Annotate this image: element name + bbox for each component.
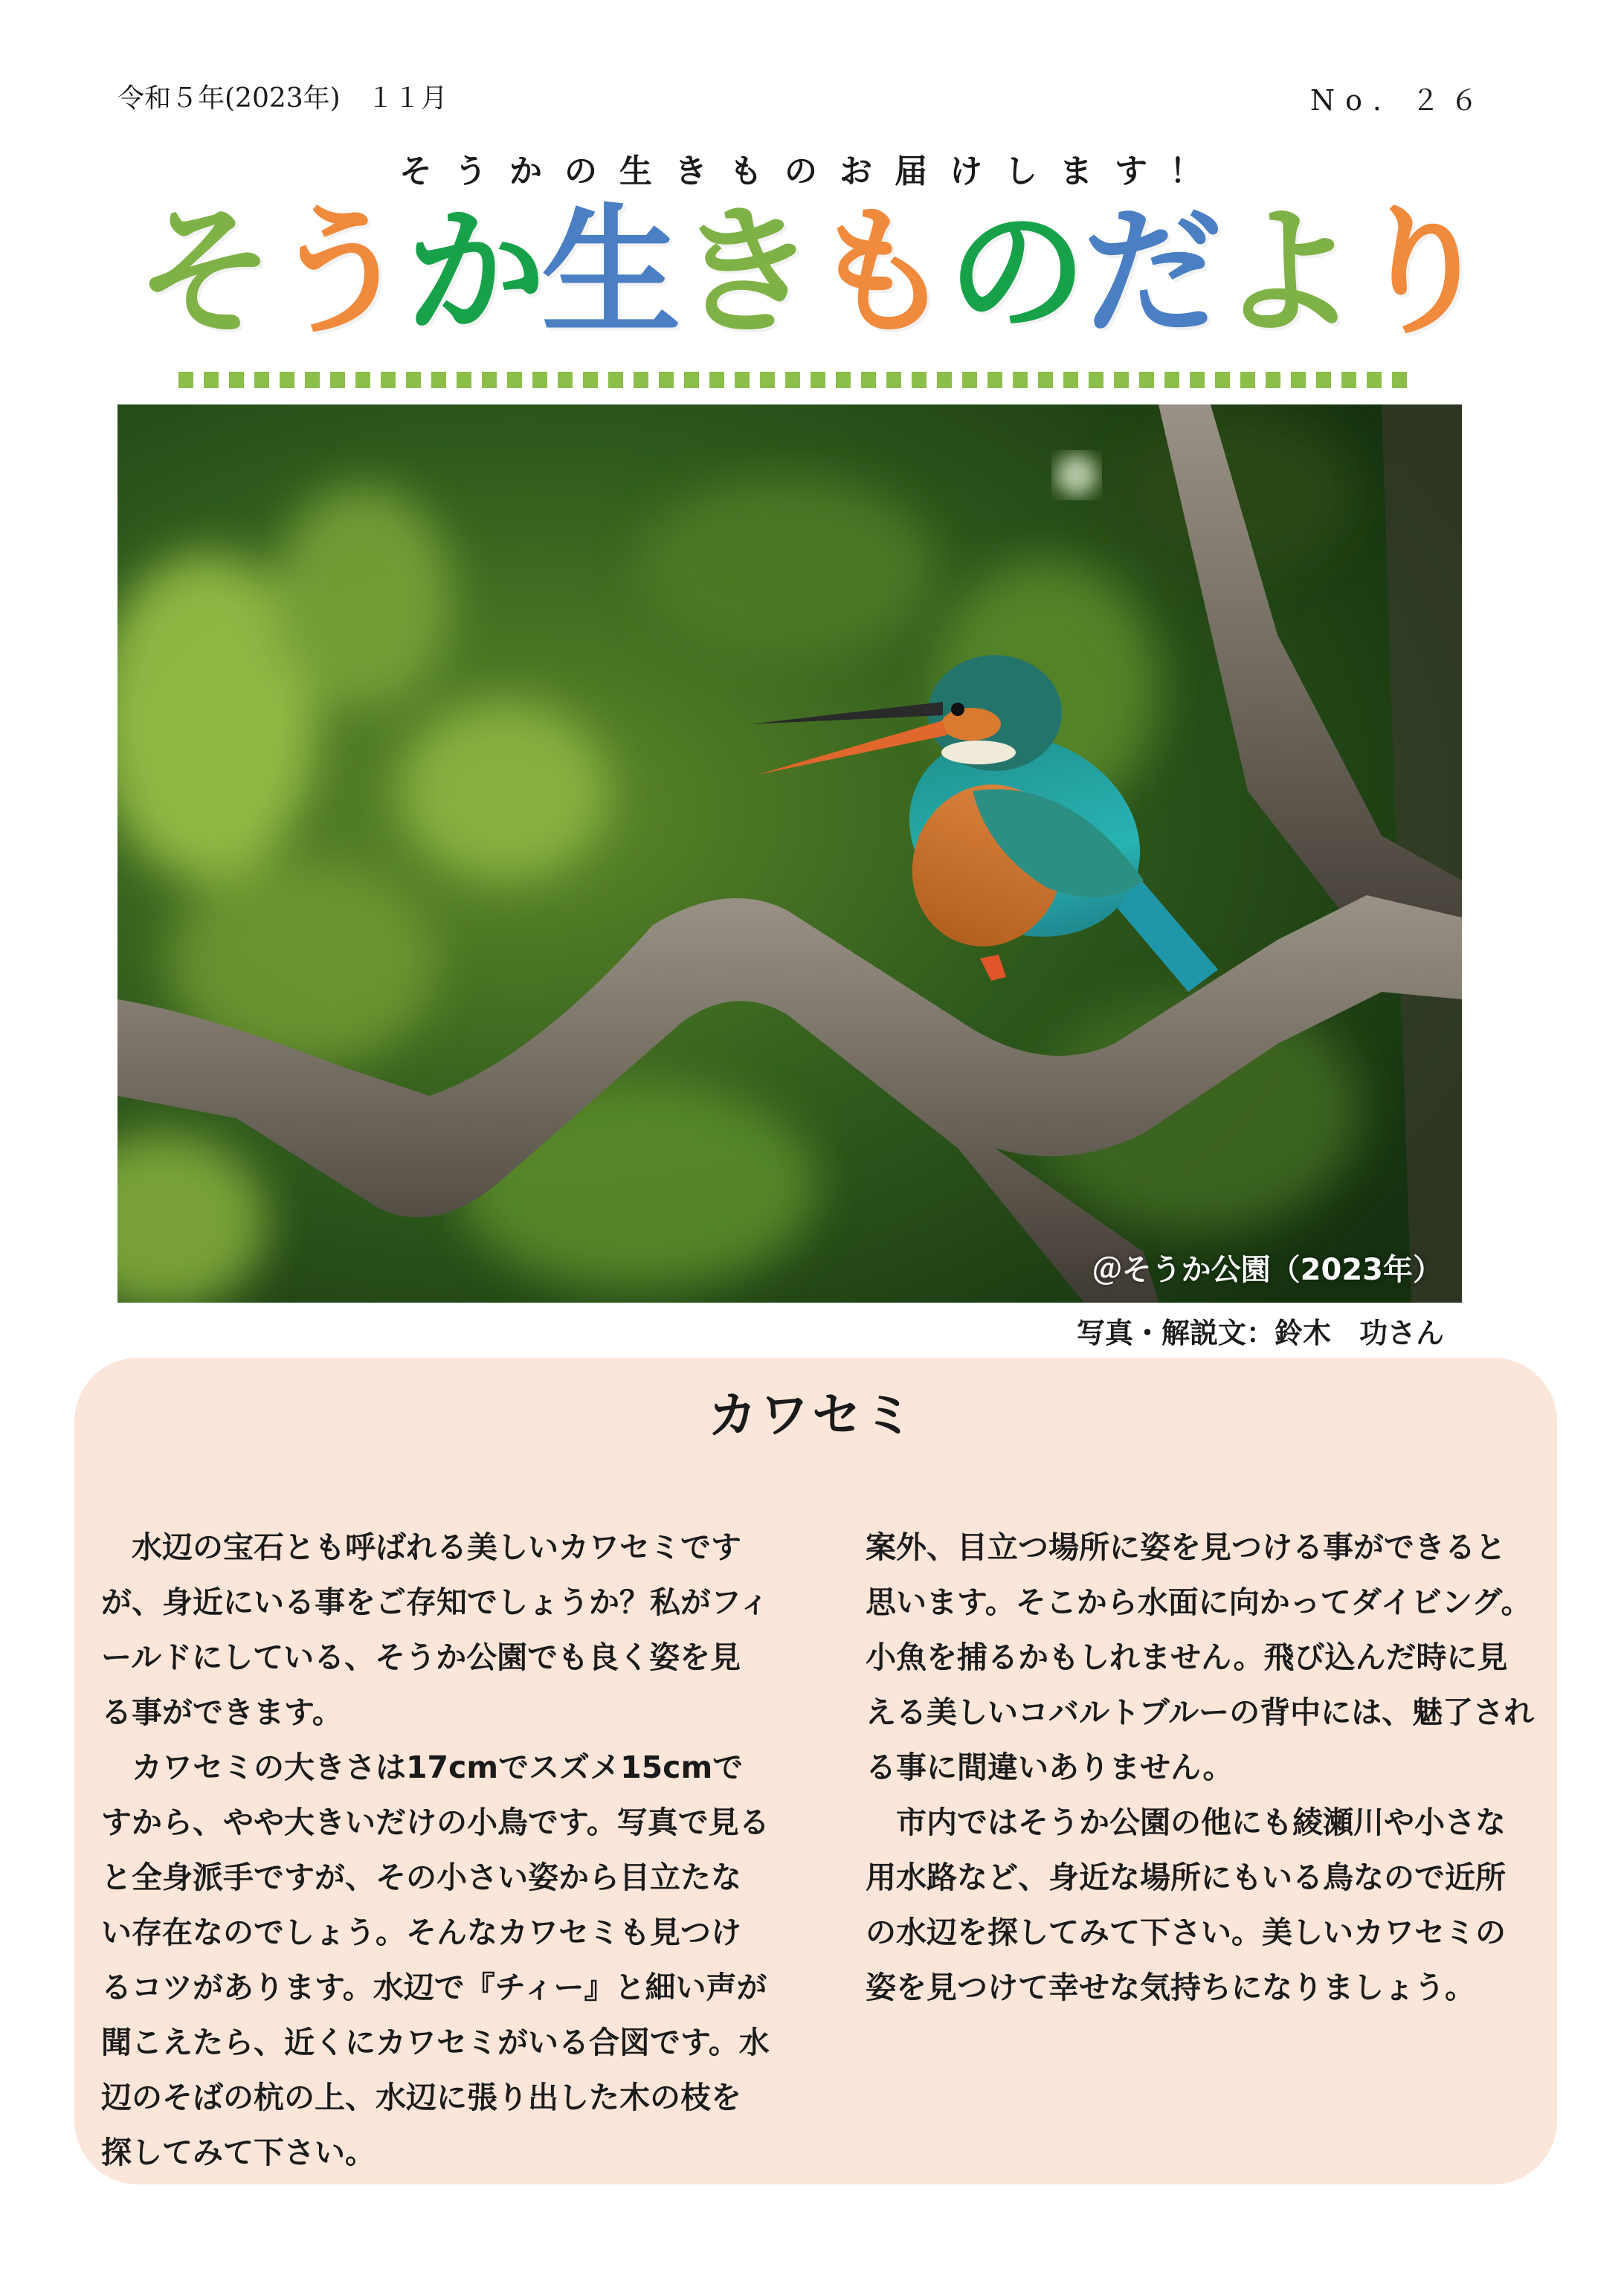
- article-paragraph: 案外、目立つ場所に姿を見つける事ができると思います。そこから水面に向かってダイビング。小魚を捕るかもしれません。飛び込んだ時に見える美しいコバルトブルーの背中には、魅了される事に間違いありません。: [866, 1529, 1535, 1785]
- title-char: き: [677, 191, 812, 354]
- article-paragraph: 市内ではそうか公園の他にも綾瀬川や小さな用水路など、身近な場所にもいる鳥なので近所の水辺を探してみて下さい。美しいカワセミの姿を見つけて幸せな気持ちになりましょう。: [866, 1805, 1506, 2005]
- title-char: り: [1353, 191, 1489, 354]
- newsletter-title: [0, 191, 1624, 354]
- article-heading: カワセミ: [708, 1387, 916, 1444]
- article-column-right: [866, 1520, 1535, 2015]
- title-char: 生: [541, 191, 677, 354]
- dotted-divider: [178, 372, 1413, 388]
- title-char: う: [271, 191, 406, 354]
- kingfisher-photo: [117, 404, 1462, 1303]
- title-char: の: [947, 191, 1083, 354]
- title-char: だ: [1083, 191, 1218, 354]
- article-paragraph: カワセミの大きさは17cmでスズメ15cmですから、やや大きいだけの小鳥です。写真で見ると全身派手ですが、その小さい姿から目立たない存在なのでしょう。そんなカワセミも見つけるコツがあります。水辺で『チィー』と細い声が聞こえたら、近くにカワセミがいる合図です。水辺のそばの杭の上、水辺に張り出した木の枝を探してみて下さい。: [101, 1750, 770, 2170]
- title-char: そ: [135, 191, 271, 354]
- article-column-left: [101, 1520, 770, 2180]
- issue-date: 令和５年(2023年) １１月: [117, 83, 448, 114]
- article-paragraph: 水辺の宝石とも呼ばれる美しいカワセミですが、身近にいる事をご存知でしょうか？私がフィールドにしている、そうか公園でも良く姿を見る事ができます。: [101, 1529, 770, 1730]
- photo-location-credit: ＠そうか公園（2023年）: [1092, 1253, 1443, 1287]
- title-char: よ: [1218, 191, 1353, 354]
- title-char: も: [812, 191, 947, 354]
- title-char: か: [406, 191, 541, 354]
- tagline: そうかの生きものお届けします！: [399, 152, 1225, 190]
- issue-number: No．２６: [1309, 84, 1489, 117]
- photo-byline: 写真・解説文：鈴木 功さん: [1076, 1317, 1444, 1349]
